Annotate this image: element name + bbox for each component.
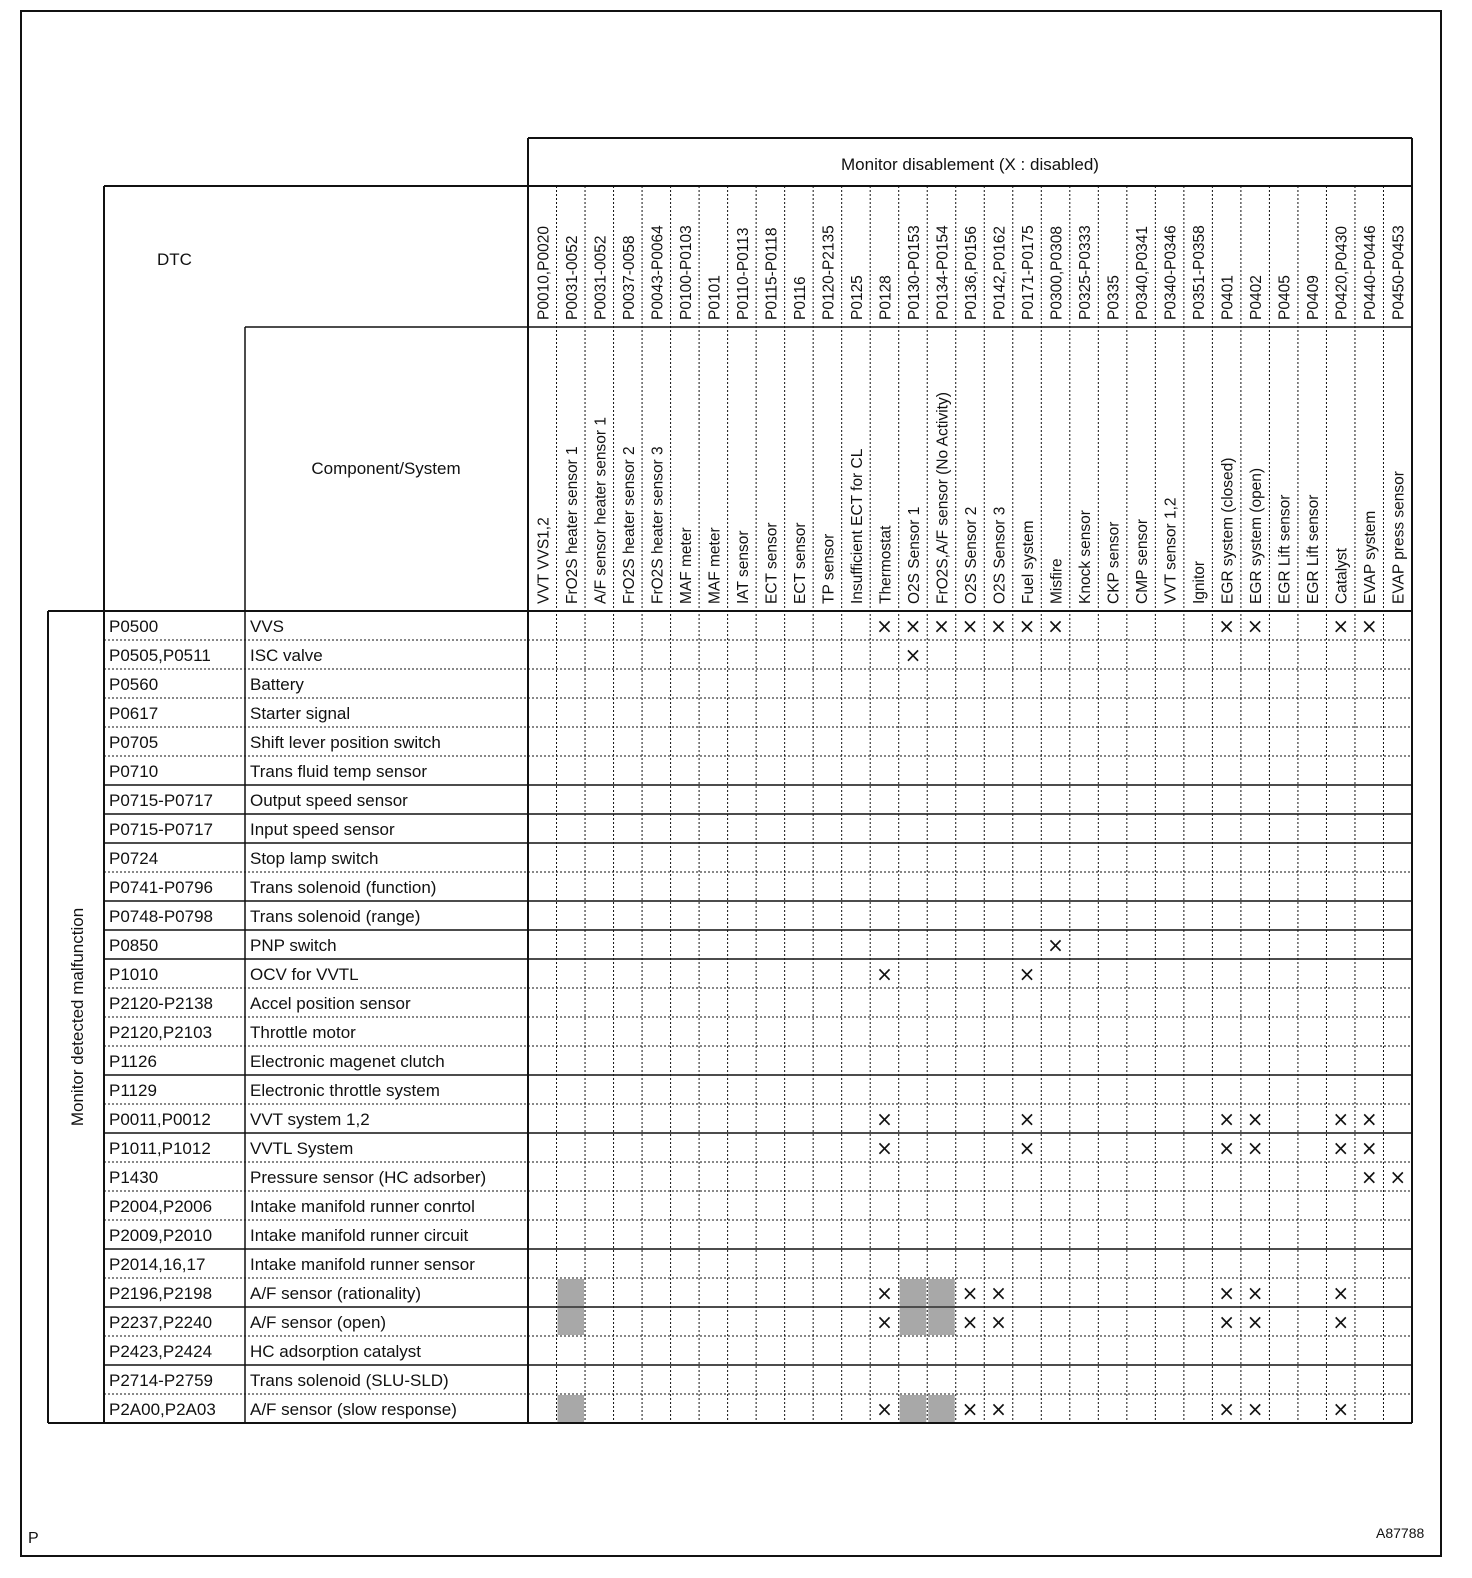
disabled-mark: ×	[1246, 1281, 1264, 1305]
row-component: Trans solenoid (function)	[250, 878, 437, 897]
row-dtc: P0715-P0717	[109, 791, 213, 810]
disabled-mark: ×	[1218, 1136, 1236, 1160]
disabled-mark: ×	[1360, 1165, 1378, 1189]
footer-left-label: P	[28, 1530, 39, 1547]
disabled-mark: ×	[1047, 933, 1064, 957]
column-component-label: EGR Lift sensor	[1276, 494, 1294, 604]
disabled-mark: ×	[1332, 614, 1350, 638]
disabled-mark: ×	[990, 1281, 1007, 1305]
disabled-mark: ×	[876, 1107, 893, 1131]
row-dtc: P0741-P0796	[109, 878, 213, 897]
disabled-mark: ×	[961, 1310, 979, 1334]
row-component: Output speed sensor	[250, 791, 408, 810]
disabled-mark: ×	[1218, 1310, 1236, 1334]
row-dtc: P0011,P0012	[109, 1110, 211, 1129]
row-dtc: P0505,P0511	[109, 646, 211, 665]
column-dtc-label: P0115-P0118	[763, 227, 781, 320]
disabled-mark: ×	[904, 614, 922, 638]
column-dtc-label: P0101	[706, 275, 724, 320]
disabled-mark: ×	[961, 614, 979, 638]
row-component: A/F sensor (open)	[250, 1313, 387, 1332]
column-component-label: Knock sensor	[1077, 510, 1095, 604]
row-component: Starter signal	[250, 704, 351, 723]
column-component-label: EGR system (open)	[1248, 467, 1266, 604]
column-component-label: FrO2S,A/F sensor (No Activity)	[934, 392, 952, 604]
row-dtc: P0500	[109, 617, 159, 636]
shaded-cell	[900, 1308, 927, 1335]
column-component-label: EGR Lift sensor	[1305, 494, 1323, 604]
disabled-mark: ×	[1332, 1281, 1350, 1305]
column-component-label: A/F sensor heater sensor 1	[592, 417, 610, 604]
disabled-mark: ×	[1018, 1136, 1036, 1160]
disabled-mark: ×	[1018, 1107, 1036, 1131]
shaded-cell	[928, 1308, 955, 1335]
row-component: HC adsorption catalyst	[250, 1342, 422, 1361]
column-component-label: IAT sensor	[734, 530, 752, 604]
component-header-label: Component/System	[311, 459, 461, 478]
disabled-mark: ×	[933, 614, 950, 638]
disabled-mark: ×	[1018, 614, 1036, 638]
column-component-label: Ignitor	[1191, 560, 1209, 604]
row-dtc: P0724	[109, 849, 159, 868]
row-component: Accel position sensor	[250, 994, 411, 1013]
column-dtc-label: P0300,P0308	[1048, 226, 1066, 320]
row-component: Throttle motor	[250, 1023, 356, 1042]
column-dtc-label: P0402	[1248, 275, 1266, 320]
row-component: Intake manifold runner conrtol	[250, 1197, 475, 1216]
column-component-label: O2S Sensor 1	[905, 506, 923, 604]
column-dtc-label: P0100-P0103	[677, 225, 695, 320]
row-dtc: P1430	[109, 1168, 159, 1187]
row-dtc: P1010	[109, 965, 159, 984]
column-dtc-label: P0120-P2135	[820, 225, 838, 320]
shaded-cell	[928, 1395, 955, 1422]
side-label: Monitor detected malfunction	[68, 907, 87, 1127]
row-dtc: P2014,16,17	[109, 1255, 206, 1274]
column-component-label: Catalyst	[1333, 548, 1351, 604]
column-component-label: FrO2S heater sensor 1	[563, 446, 581, 604]
column-dtc-label: P0171-P0175	[1020, 225, 1038, 320]
row-component: VVT system 1,2	[250, 1110, 370, 1129]
disabled-mark: ×	[990, 614, 1007, 638]
row-dtc: P2004,P2006	[109, 1197, 213, 1216]
row-dtc: P0617	[109, 704, 159, 723]
figure-id: A87788	[1376, 1525, 1425, 1541]
row-component: OCV for VVTL	[250, 965, 359, 984]
row-component: ISC valve	[250, 646, 323, 665]
row-dtc: P2120-P2138	[109, 994, 213, 1013]
column-component-label: ECT sensor	[763, 522, 781, 604]
shaded-cell	[900, 1395, 927, 1422]
disabled-mark: ×	[1218, 1107, 1236, 1131]
column-component-label: Misfire	[1048, 558, 1066, 604]
column-dtc-label: P0043-P0064	[649, 225, 667, 320]
shaded-cell	[900, 1279, 927, 1306]
disabled-mark: ×	[876, 1310, 893, 1334]
row-dtc: P0850	[109, 936, 159, 955]
disabled-mark: ×	[990, 1310, 1007, 1334]
row-dtc: P1126	[109, 1052, 157, 1071]
row-dtc: P0748-P0798	[109, 907, 213, 926]
disabled-mark: ×	[1332, 1136, 1350, 1160]
disabled-mark: ×	[1332, 1397, 1350, 1421]
row-dtc: P2237,P2240	[109, 1313, 213, 1332]
row-dtc: P2120,P2103	[109, 1023, 213, 1042]
column-dtc-label: P0110-P0113	[734, 227, 752, 320]
row-dtc: P0705	[109, 733, 159, 752]
disabled-mark: ×	[1360, 1107, 1378, 1131]
column-dtc-label: P0130-P0153	[905, 225, 923, 320]
column-component-label: FrO2S heater sensor 2	[620, 446, 638, 604]
column-component-label: CKP sensor	[1105, 521, 1123, 604]
shaded-cell	[558, 1279, 585, 1306]
column-component-label: EGR system (closed)	[1219, 457, 1237, 604]
disabled-mark: ×	[1360, 1136, 1378, 1160]
row-dtc: P2423,P2424	[109, 1342, 213, 1361]
row-dtc: P2714-P2759	[109, 1371, 213, 1390]
disabled-mark: ×	[1218, 1397, 1236, 1421]
row-dtc: P1129	[109, 1081, 157, 1100]
column-dtc-label: P0031-0052	[563, 235, 581, 320]
dtc-header-label: DTC	[157, 250, 192, 269]
monitor-disablement-title: Monitor disablement (X : disabled)	[841, 155, 1099, 174]
column-component-label: VVT VVS1,2	[535, 517, 553, 604]
row-component: Trans fluid temp sensor	[250, 762, 427, 781]
column-dtc-label: P0409	[1305, 275, 1323, 320]
column-component-label: Thermostat	[877, 525, 895, 604]
disabled-mark: ×	[1218, 1281, 1236, 1305]
row-component: A/F sensor (slow response)	[250, 1400, 457, 1419]
disabled-mark: ×	[1246, 1107, 1264, 1131]
column-dtc-label: P0405	[1276, 275, 1294, 320]
disabled-mark: ×	[876, 962, 893, 986]
row-component: Intake manifold runner sensor	[250, 1255, 475, 1274]
row-dtc: P2009,P2010	[109, 1226, 213, 1245]
row-component: Intake manifold runner circuit	[250, 1226, 469, 1245]
disabled-mark: ×	[1246, 1310, 1264, 1334]
shaded-cell	[928, 1279, 955, 1306]
disabled-mark: ×	[1018, 962, 1036, 986]
column-dtc-label: P0037-0058	[620, 235, 638, 320]
column-dtc-label: P0134-P0154	[934, 225, 952, 320]
column-component-label: ECT sensor	[791, 522, 809, 604]
column-component-label: TP sensor	[820, 533, 838, 604]
disabled-mark: ×	[876, 1281, 893, 1305]
row-component: VVTL System	[250, 1139, 354, 1158]
column-dtc-label: P0116	[791, 276, 809, 320]
column-dtc-label: P0351-P0358	[1191, 225, 1209, 320]
disabled-mark: ×	[1047, 614, 1064, 638]
row-component: A/F sensor (rationality)	[250, 1284, 421, 1303]
column-dtc-label: P0340,P0341	[1134, 226, 1152, 320]
column-dtc-label: P0440-P0446	[1362, 225, 1380, 320]
row-component: Shift lever position switch	[250, 733, 441, 752]
row-component: Trans solenoid (SLU-SLD)	[250, 1371, 449, 1390]
row-dtc: P0715-P0717	[109, 820, 213, 839]
disabled-mark: ×	[1218, 614, 1236, 638]
column-component-label: FrO2S heater sensor 3	[649, 446, 667, 604]
column-component-label: EVAP press sensor	[1390, 471, 1408, 604]
disabled-mark: ×	[904, 643, 922, 667]
disabled-mark: ×	[961, 1397, 979, 1421]
row-component: Input speed sensor	[250, 820, 395, 839]
disabled-mark: ×	[1246, 1397, 1264, 1421]
column-component-label: EVAP system	[1362, 510, 1380, 604]
column-component-label: MAF meter	[706, 527, 724, 604]
column-dtc-label: P0125	[848, 275, 866, 320]
disabled-mark: ×	[1246, 1136, 1264, 1160]
disabled-mark: ×	[961, 1281, 979, 1305]
row-dtc: P0710	[109, 762, 159, 781]
row-component: Battery	[250, 675, 304, 694]
column-dtc-label: P0401	[1219, 275, 1237, 320]
row-component: Stop lamp switch	[250, 849, 379, 868]
disabled-mark: ×	[1332, 1107, 1350, 1131]
column-component-label: Insufficient ECT for CL	[848, 448, 866, 604]
row-component: PNP switch	[250, 936, 337, 955]
column-component-label: VVT sensor 1,2	[1162, 497, 1180, 604]
row-dtc: P2196,P2198	[109, 1284, 213, 1303]
column-dtc-label: P0142,P0162	[991, 226, 1009, 320]
column-dtc-label: P0420,P0430	[1333, 226, 1351, 320]
column-component-label: CMP sensor	[1134, 519, 1152, 604]
column-component-label: Fuel system	[1020, 520, 1038, 604]
row-dtc: P0560	[109, 675, 159, 694]
column-component-label: O2S Sensor 2	[963, 506, 980, 604]
shaded-cell	[558, 1395, 585, 1422]
column-component-label: MAF meter	[677, 527, 695, 604]
row-dtc: P2A00,P2A03	[109, 1400, 216, 1419]
column-dtc-label: P0010,P0020	[535, 226, 553, 320]
disabled-mark: ×	[1360, 614, 1378, 638]
disabled-mark: ×	[1389, 1165, 1407, 1189]
disabled-mark: ×	[876, 1397, 893, 1421]
column-dtc-label: P0340-P0346	[1162, 225, 1180, 320]
disabled-mark: ×	[1332, 1310, 1350, 1334]
row-component: Electronic throttle system	[250, 1081, 440, 1100]
disabled-mark: ×	[876, 1136, 893, 1160]
column-dtc-label: P0031-0052	[592, 235, 610, 320]
shaded-cell	[558, 1308, 585, 1335]
row-component: Trans solenoid (range)	[250, 907, 421, 926]
disabled-mark: ×	[1246, 614, 1264, 638]
column-dtc-label: P0325-P0333	[1077, 225, 1095, 320]
column-component-label: O2S Sensor 3	[991, 506, 1009, 604]
row-component: Electronic magenet clutch	[250, 1052, 445, 1071]
column-dtc-label: P0335	[1105, 275, 1123, 320]
row-component: VVS	[250, 617, 285, 636]
disabled-mark: ×	[990, 1397, 1007, 1421]
row-component: Pressure sensor (HC adsorber)	[250, 1168, 487, 1187]
column-dtc-label: P0450-P0453	[1390, 225, 1408, 320]
disabled-mark: ×	[876, 614, 893, 638]
column-dtc-label: P0128	[877, 275, 895, 320]
row-dtc: P1011,P1012	[109, 1139, 211, 1158]
column-dtc-label: P0136,P0156	[963, 226, 980, 320]
